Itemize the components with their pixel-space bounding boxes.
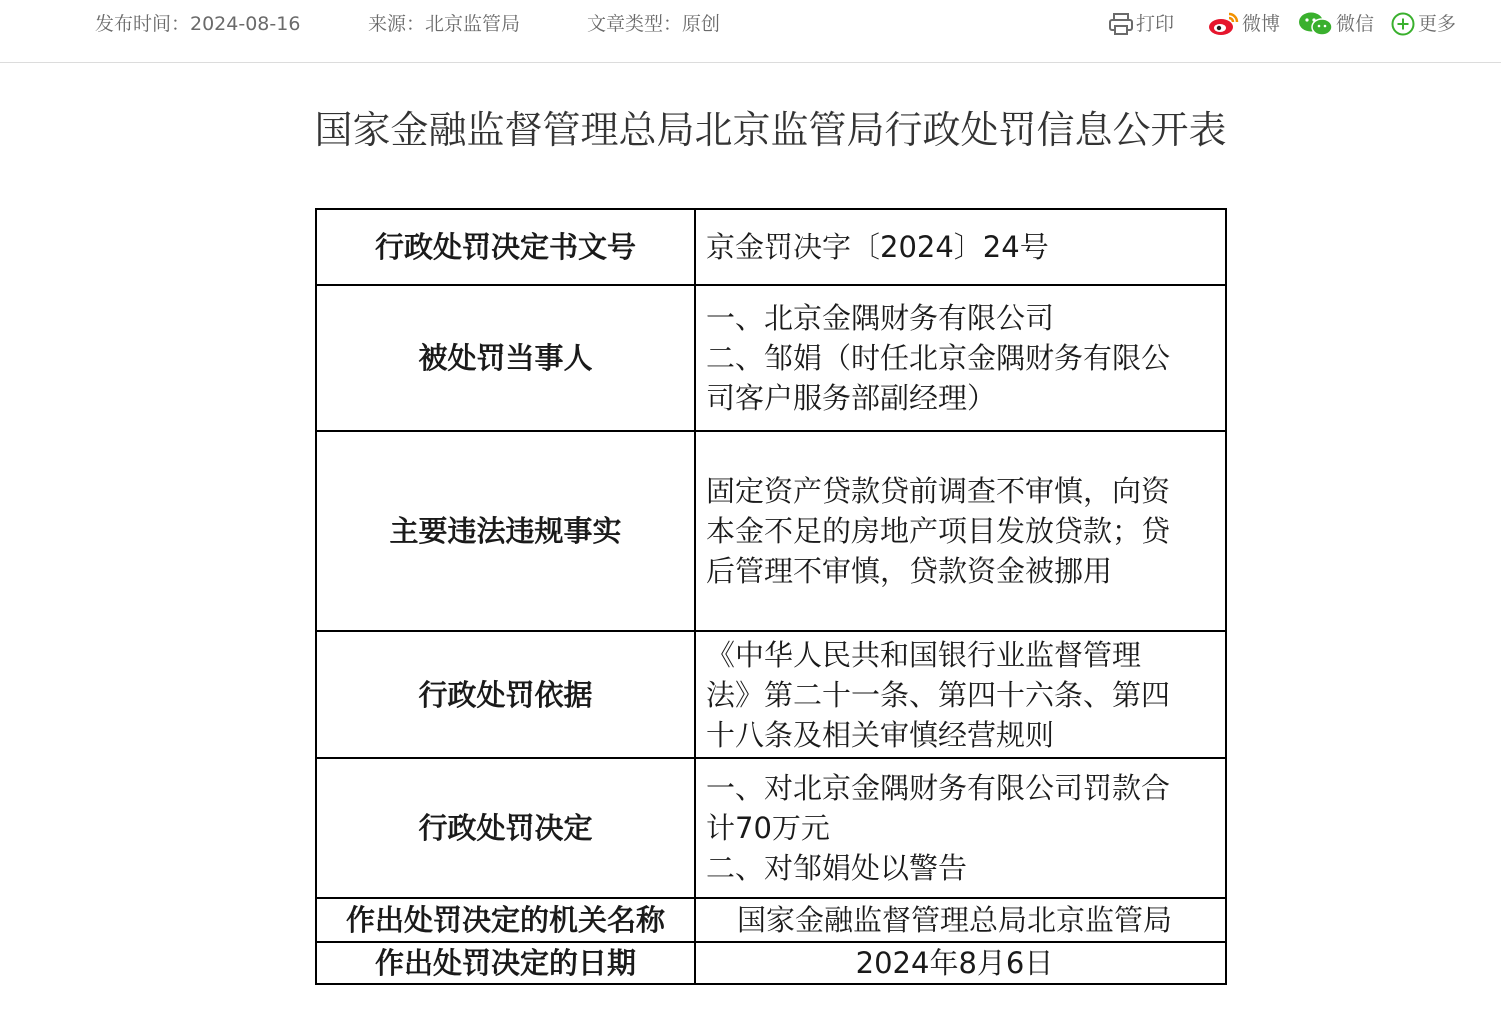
row-label: 行政处罚依据: [316, 631, 695, 758]
article-source: 来源：北京监管局: [368, 13, 521, 35]
value-line: 本金不足的房地产项目发放贷款；贷: [706, 514, 1171, 548]
value-line: 后管理不审慎，贷款资金被挪用: [706, 554, 1113, 588]
row-value: [695, 285, 1226, 431]
row-value: [695, 631, 1226, 758]
value-line: 2024年8月6日: [855, 946, 1054, 980]
page-title: 国家金融监督管理总局北京监管局行政处罚信息公开表: [314, 108, 1227, 152]
weibo-icon: [1208, 11, 1240, 37]
weibo-share-button[interactable]: [1208, 10, 1280, 38]
table-row: [316, 209, 1226, 285]
value-line: 国家金融监督管理总局北京监管局: [736, 903, 1172, 937]
more-label: 更多: [1418, 13, 1457, 35]
print-label: 打印: [1136, 13, 1175, 35]
row-label: 被处罚当事人: [316, 285, 695, 431]
value-line: 十八条及相关审慎经营规则: [706, 717, 1055, 752]
row-value: [695, 898, 1226, 942]
value-line: 固定资产贷款贷前调查不审慎，向资: [706, 474, 1171, 508]
table-row: [316, 431, 1226, 631]
value-line: 二、邹娟（时任北京金隅财务有限公: [706, 341, 1171, 375]
value-line: 《中华人民共和国银行业监督管理: [706, 637, 1142, 672]
table-row: [316, 898, 1226, 942]
row-value: [695, 758, 1226, 898]
row-label: 行政处罚决定书文号: [316, 209, 695, 285]
row-value: [695, 942, 1226, 984]
value-line: 一、北京金隅财务有限公司: [706, 301, 1055, 335]
article-meta-bar: [0, 0, 1501, 63]
value-line: 二、对邹娟处以警告: [706, 851, 968, 885]
plus-circle-icon: [1390, 11, 1416, 37]
table-row: [316, 758, 1226, 898]
penalty-info-table: [315, 208, 1227, 985]
row-label: 作出处罚决定的机关名称: [316, 898, 695, 942]
table-row: [316, 285, 1226, 431]
table-row: [316, 942, 1226, 984]
publish-time: 发布时间：2024-08-16: [95, 13, 301, 35]
value-line: 计70万元: [706, 811, 830, 845]
row-value: [695, 209, 1226, 285]
weibo-label: 微博: [1242, 13, 1281, 35]
row-label: 主要违法违规事实: [316, 431, 695, 631]
value-line: 京金罚决字〔2024〕24号: [706, 230, 1049, 264]
row-value: [695, 431, 1226, 631]
row-label: 行政处罚决定: [316, 758, 695, 898]
wechat-icon: [1298, 11, 1334, 37]
value-line: 法》第二十一条、第四十六条、第四: [706, 677, 1171, 712]
value-line: 一、对北京金隅财务有限公司罚款合: [706, 771, 1171, 805]
print-button[interactable]: [1108, 10, 1174, 38]
table-row: [316, 631, 1226, 758]
wechat-share-button[interactable]: [1298, 10, 1374, 38]
printer-icon: [1108, 12, 1134, 36]
value-line: 司客户服务部副经理）: [706, 381, 997, 415]
article-type: 文章类型：原创: [587, 13, 721, 35]
row-label: 作出处罚决定的日期: [316, 942, 695, 984]
wechat-label: 微信: [1336, 13, 1375, 35]
more-share-button[interactable]: [1390, 10, 1456, 38]
